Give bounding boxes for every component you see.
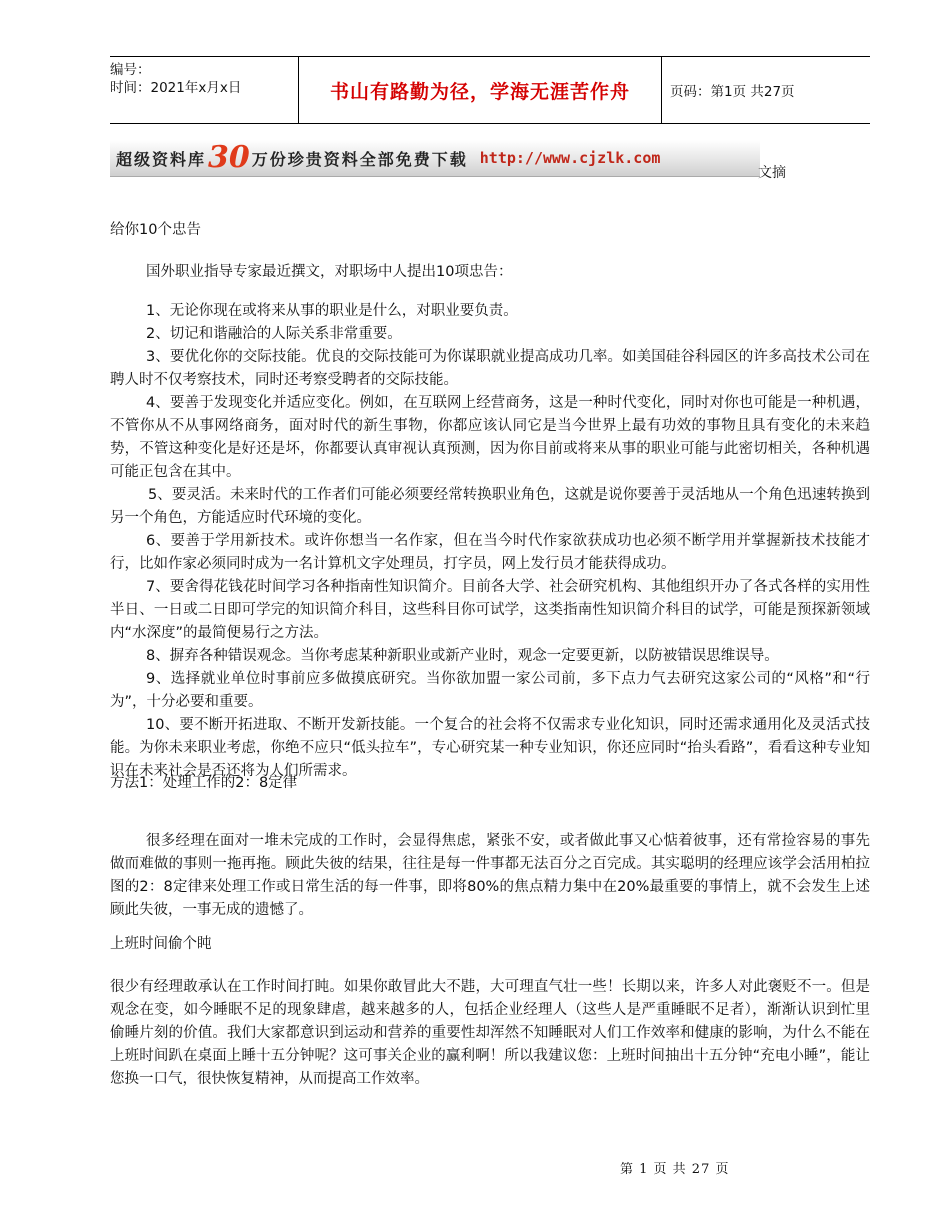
article-title: 给你10个忠告: [110, 222, 201, 238]
advice-item: 2、切记和谐融洽的人际关系非常重要。: [146, 326, 402, 342]
page-footer: 第 1 页 共 27 页: [620, 1162, 730, 1177]
banner-suffix: 文摘: [758, 165, 786, 181]
header-motto: 书山有路勤为径，学海无涯苦作舟: [299, 57, 662, 123]
advice-item: 8、摒弃各种错误观念。当你考虑某种新职业或新产业时，观念一定要更新，以防被错误思维误导。: [146, 648, 779, 664]
advice-item: 7、要舍得花钱花时间学习各种指南性知识简介。目前各大学、社会研究机构、其他组织开办了各式各样的实用性半日、一日或二日即可学完的知识简介科目，这些科目你可试学，这类指南性知识简介科目的试学，可能是预探新领域内“水深度”的最简便易行之方法。: [110, 579, 870, 641]
nap-paragraph: 很少有经理敢承认在工作时间打盹。如果你敢冒此大不韪，大可理直气壮一些！长期以来，许多人对此褒贬不一。但是观念在变，如今睡眠不足的现象肆虐，越来越多的人，包括企业经理人（这些人是严重睡眠不足者），渐渐认识到忙里偷睡片刻的价值。我们大家都意识到运动和营养的重要性却浑然不知睡眠对人们工作效率和健康的影响，为什么不能在上班时间趴在桌面上睡十五分钟呢？这可事关企业的赢利啊！所以我建议您：上班时间抽出十五分钟“充电小睡”，能让您换一口气，很快恢复精神，从而提高工作效率。: [110, 979, 870, 1087]
nap-heading: 上班时间偷个盹: [110, 936, 212, 952]
advice-item: 3、要优化你的交际技能。优良的交际技能可为你谋职就业提高成功几率。如美国硅谷科园区的许多高技术公司在聘人时不仅考察技术，同时还考察受聘者的交际技能。: [110, 349, 870, 388]
advice-item: 6、要善于学用新技术。或许你想当一名作家，但在当今时代作家欲获成功也必须不断学用并掌握新技术技能才行，比如作家必须同时成为一名计算机文字处理员，打字员，网上发行员才能获得成功。: [110, 533, 870, 572]
advice-list: [110, 300, 870, 783]
banner-text-1: 超级资料库: [116, 149, 207, 169]
document-number-label: 编号：: [110, 62, 151, 78]
header-page-label: 页码：第1页 共27页: [670, 84, 795, 100]
banner-url-link[interactable]: http://www.cjzlk.com: [479, 149, 661, 167]
page-header: [110, 56, 870, 124]
method-heading: 方法1：处理工作的2：8定律: [110, 775, 298, 791]
download-banner[interactable]: [110, 140, 760, 177]
header-meta: [110, 57, 299, 123]
banner-number: 30: [208, 140, 250, 175]
advice-item: 5、要灵活。未来时代的工作者们可能必须要经常转换职业角色，这就是说你要善于灵活地从一个角色迅速转换到另一个角色，方能适应时代环境的变化。: [110, 487, 870, 526]
banner-text-2: 万份珍贵资料全部免费下载: [251, 149, 468, 169]
advice-item: 10、要不断开拓进取、不断开发新技能。一个复合的社会将不仅需求专业化知识，同时还需求通用化及灵活式技能。为你未来职业考虑，你绝不应只“低头拉车”，专心研究某一种专业知识，你还应同时“抬头看路”，看看这种专业知识在未来社会是否还将为人们所需求。: [110, 717, 870, 779]
advice-item: 1、无论你现在或将来从事的职业是什么，对职业要负责。: [146, 303, 518, 319]
method-paragraph: 很多经理在面对一堆未完成的工作时，会显得焦虑，紧张不安，或者做此事又心惦着彼事，还有常捡容易的事先做而难做的事则一拖再拖。顾此失彼的结果，往往是每一件事都无法百分之百完成。其实聪明的经理应该学会活用柏拉图的2：8定律来处理工作或日常生活的每一件事，即将80%的焦点精力集中在20%最重要的事情上，就不会发生上述顾此失彼，一事无成的遗憾了。: [110, 833, 870, 918]
document-time-label: 时间：2021年x月x日: [110, 80, 242, 96]
advice-item: 4、要善于发现变化并适应变化。例如，在互联网上经营商务，这是一种时代变化，同时对你也可能是一种机遇，不管你从不从事网络商务，面对时代的新生事物，你都应该认同它是当今世界上最有功效的事物且具有变化的未来趋势，不管这种变化是好还是坏，你都要认真审视认真预测，因为你目前或将来从事的职业可能与此密切相关，各种机遇可能正包含在其中。: [110, 395, 870, 480]
advice-item: 9、选择就业单位时事前应多做摸底研究。当你欲加盟一家公司前，多下点力气去研究这家公司的“风格”和“行为”，十分必要和重要。: [110, 671, 870, 710]
article-intro: 国外职业指导专家最近撰文，对职场中人提出10项忠告：: [146, 264, 513, 280]
